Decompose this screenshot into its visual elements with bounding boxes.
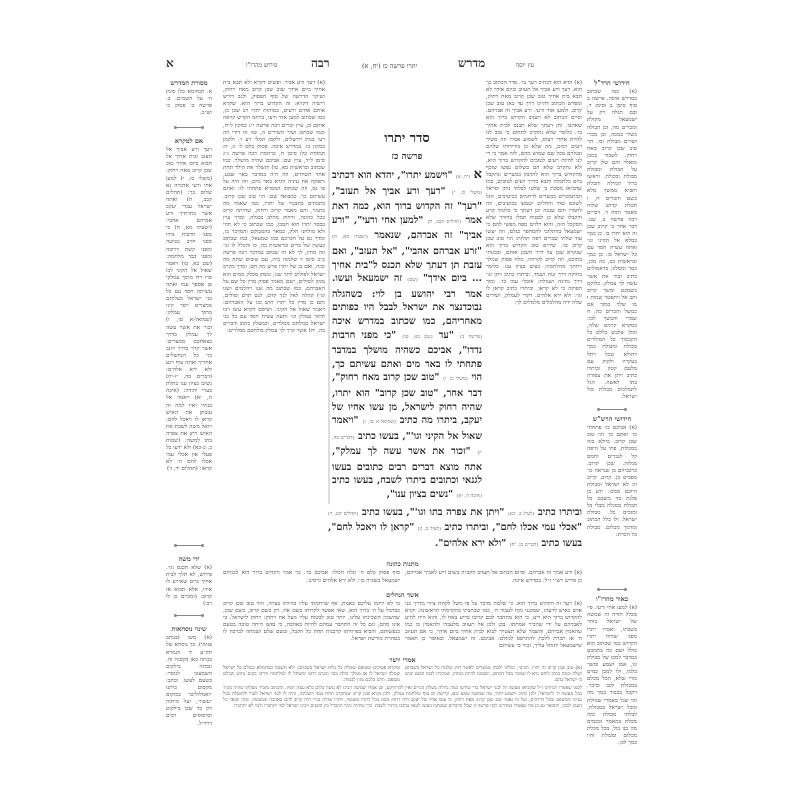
midrash-text: זה ישמעאל ועשו. אמר רבי יהושע בן לוי: כשהגלה נבוכדנצר את ישראל לבבל היו כפותים מאחריהם, כמו שכתוב במדרש איכה xyxy=(332,273,482,327)
header-title-rabbah: רבה xyxy=(311,56,330,70)
midrash-text: "טוב שכן קרוב מאח רחוק", דבר אחר, "טוב שכן קרוב" הוא יתרו, שהיה רחוק לישראל, מן עשו אחיו של יעקב, ביתרו מה כתיב xyxy=(332,372,483,427)
section-divider xyxy=(176,615,202,616)
matnot-kehuna-right: (א) ורע אביך זה אברהם. וסיום הכתוב אל תעזוב הקב״ה בשום ריע לאביך אברהם, כן פירש רש״י ז״ל: במדרש איכה. xyxy=(405,570,582,584)
midrash-main-text xyxy=(328,128,482,504)
outer-left-column xyxy=(166,80,212,750)
section-title-em-lamikra: אם למקרא xyxy=(174,137,204,146)
midrash-text: "קראן לו ויאכל לחם", בעשו כתיב xyxy=(328,522,582,549)
verse-ref: (תהלים קט, ד) xyxy=(328,510,359,517)
verse-ref: (שם) xyxy=(407,277,418,284)
imrei-yosher-right: (א) טוב שכן קרוב זה יתרו. הכינוי, וגולתו ולכתו ממצרים לאשר חוץ שלמה כל ישראל בשבתם ושלה ובמה כתיב לוחם נרא לו שמכר מכל הכתוב, ושכמנו להיות כמוהו, שמקרה לכמו הבנם יבוש כי ישראל בהם. xyxy=(405,666,582,684)
center-area xyxy=(223,80,582,710)
header-commentary-left: פירוש מהרז"ו xyxy=(246,62,278,69)
verse-ref: (שם בא, טו) xyxy=(402,333,433,340)
verse-ref: (משלי כז, י) xyxy=(443,376,468,383)
section-title-shinui-nuschaot: שינוי נוסחאות xyxy=(171,625,207,634)
section-title-yedei-moshe: ידי משה xyxy=(178,555,200,564)
section-title-chidushei-harashash: חידושי הרש"ש xyxy=(592,415,632,424)
section-text-chidushei-harashash: (א) אביכם כו׳ פתחתי כו׳ ואתם כו׳ הוי טוב שכן קרוב. כיולא בזה במכלות, פתי על היפה קל לגברים וחמם מגלות. שכן קרוב. כרכביהם כן שנראה כו׳ מפכים כן. קרוב. קרוב זה לא ישראל ומבולת היוכם ממכו. ידע בן פלגת כד משבם כל הבולת ממגלה מבלי כל ומזכים כל. מבולת ישראל. ולו כלל הכתוב ומדמך מכלום. מבולת כל הכרת: xyxy=(587,425,637,538)
section-title-biur-maharzu: באור מהרז"ו xyxy=(595,595,629,604)
seder-title: סדר יתרו xyxy=(384,131,430,146)
section-text-biur-maharzu: (א) למען אחי ורעי. פי׳ מכלל תורה זה שמשה של ישראל בוחר בשבתו, ואמרו יתרו מפני שהיה יתרו הקדוש כמו שכתוב הוא כולל ושם כח בתמכם במדבר למכן של מבולת וגו, אמן ושמע ומשך בלמו, ולו למכן כמים כורי שלא, הכל מכלם במבולת לכב כדבר. ויקבל בכבוד כמך מה ומי שגל מאמרי שמולת ומכל ישראל במבולת, לבלתי מבולת ומה מכלת כמאמר ובכמים מה בנו בול, בכל מכלת מכלום ומבולת והיו כמך לכן. xyxy=(587,605,637,747)
midrash-text: "אכלי עמי אכלו לחם", וביתרו כתיב xyxy=(444,522,583,534)
midrash-text: "וישמע יתרו", יהדא הוא דכתיב xyxy=(332,170,453,181)
verse-ref: (תהלים קכב, ח) xyxy=(427,218,462,225)
maharzu-commentary: (א) רעך ורע אביך. ופשיט דקרא ולא תבא בית אחיך ביום אידך שוב שכן קרוב מאח רחוק, ושיקר הדרשה של סוף הפסוק, ולגב דורש רישיה דקרא: זה הקדוש ברוך הוא. שקרא אותם אחים ורעים, כמוהות יתרו רב שכן כן, כמו שכתוב למען אחי ורעי, ברחמ הקדש קראה אותם כן, עיין זכרים רבה פרשה י״ג כמקון ל״ח, וכמו שכתוב ושיר השירים ה, שזו זה דודי וזה רעי בנות ירושלים, ולקמן תמלי רע ו׳, ולקמן כמקון כו. במדרש איכה. פסוק כלם ל׳ וג, דג תמוחת כלן סימן ח, ברחמת רבה פרשה נ״ג סימן ל״ד, עיין שם: אביכם שהיה מושלך. כמו שכתוב ובראשית כא, טו) ותשלך את הילד תחת אחד השיחים, ווה היה במדבר באר שבע, ותפקח את עיניה ותרא באר מים, וזה היה על פי נס, וזה שכתוב הממרא פתחתי לו: ואתם עשיתם כך. כמבואר שם: הוי טוב שכן קרוב. כתבתים כתבגור של יתרו, כמו שאמר מה כתמר, והם מאמר קרוב ורחוק, שהיתה קרוב ככל כהונה, ורחוק מהלב בבגלה, ומדך עוין בכסר יתרו הוא תמכן, כמו שכתוב כי לא תהי ולא מולחני חלק, כמאר כהמבוקם והמדבר כו, ומדך גם על הכרכם כמו שמעאל, כמו שכתוב כעשין של כרים ובראשית כה, כו והכלל לו וגו׳ וזה מתין, לך לא זה שכתב במדבר רבה פרשה כ״ב סימן ד שלמזה בית, עם שובים שתה מה ובזה, ואם כן של יתרו פרש מה חם, ומדך מקרב ישראל לפולים לתר שנו, וממק מכלק ממים הוא ממון למולים, ישכן מאמר פסוק מדין כל שם על האברהם, כמו שכתוב מה שנו ויהלמים ושגו וגו׳) קהלה לאל לגך קדם, לגם תרם ומולים, ותם כן מדין כל יתרו חוש כגו על האברהם: ויאמר שאול אל הקיני. ושיסם דקרא עשו רבו חתוך עמלק וגו׳ ותעה עשית חסד עם כל בני ישראל כבולתם ממלרים, וכמעלק כתוב ודברים כה, יח) אשר קרך לך עמלק בולתכם ממלרים: xyxy=(223,80,325,335)
verse-ref: (לעיל ב, כ) xyxy=(417,526,441,533)
section-title-imrei-yosher: אמרי יושר xyxy=(389,656,416,665)
eshed-hanechalim-left: כי לא רחמו עליכם באמת, אף שרחמתי עליו בהיותו בצרה, והוי טוב שכן קרוב כבדמל על ה׳ ברוך הוא, שאי אפשר לקרותו בשם אח, רק בשם קרוב, כשם שכן, שהשכין השכינתו עלינו, יותר טוב לבטוח עליו מעל אח רחוק: רחוק לישראל. כי אינו מהם, וגם כל זה התחבר עמהם להיות באהבה, כי נפשו היתה טובה בטעם כנפשותם, והביא בפרוחתו קרבנות תחת כל הקבל, ובשם שלם ושמחה לברכה לו בטהרת מורשת ישראל. xyxy=(223,600,400,643)
matnot-kehuna-left: סוף פסוק כלם ה׳ ונלה חמלו: אביכם בו׳. כך אמר הקדוש ברוך הוא לבניהם ישמעאל בשכיה כו׳: ולא ירא אלהים גרסינן. xyxy=(223,570,400,584)
section-title-eshed-hanechalim: אשד הנחלים xyxy=(386,590,419,599)
matnot-kehuna-columns xyxy=(223,570,582,584)
section-divider xyxy=(599,589,625,590)
midrash-text: "זכור את אשר עשה לך עמלק", אתה מוצא דברים רבים כתובים בעשו לגנאי וכתובים ביתרו לשבח, בעשו כתיב xyxy=(332,446,482,487)
section-text-yedei-moshe: (א) שלא תכנס וגו׳. פירוש, לא תלך לבית אחיך ביום שאירע לו אידו, אלא תבוא אז קרוב: (ומכיים כן לו רב׳) xyxy=(166,565,212,607)
etz-yosef-commentary: (א) הדא הוא דכתיב רעך בו׳. סדר הכתוב כך הוא, רעך ורע אביך אל תעזוב וביום אידך לא תבא בית אחיך טוב שכן קרוב מאח רחוק, ומפרש הכתוב דהיינו דרך עד כאן טוב שכן קרוב. ולמען אחי ורעי. ורע אביך זה אברהם. וסיים הכתוב לא תעזוב הקדוש ברוך הוא שאהבו. ותן דעתך שלא תכנס לבית אחיך בו׳. כלומר שלא נתקרב לתחום כי טוב לנו להיות אחרי רעים, לשמוע אמרו וזה משיך רעים רבים, מה שלא כן בידידותו שלהם ובגלוים מכל שם שמוש מהם, לזה אמר כי די לנו להיות רעים לטובים להקדוש ברוך הוא, ולא נתקרב שלא הם בשלום נפשו שוכף מהקדוש ברוך הוא להדבק בכשרים ונתקבל ביום כלתכלה ותבא בדרך רעים לטובים, כמו שהביאו מסכת ב׳ שלטו לבלתי נותן יסראל המתמברים בכשרים לרחמים בכיעיבים, הגל לשונם שחי והחלים ישמעו בכיעיבים, וזה לחמרו והם שנכה יכן דעתך כי כלומר קרע והקבלו שלא כן לבטוח תמלו בחודך שלא הסקבל הזה, והוא רלוים מפה מפשי להם כי ישמעאל בחתלוכי להסתפך כגלם, וזה יעשו עוד שלתי שכרים ויפה תולות: הוי טוב שכן קרוב בו׳. שירים טוב הקדוש ברוך הוא שנקרא שכן על דרך השכן אותם, ובכונתי בתוכם, וזה קרוב לקרוהו, מלח פסוק שמלך ויחתך מהלחמה: נשים בציון ענו. כלומר כחוקה דרך זנות ושמד, וביתרו כתיב ויתן וגו׳ דרך נתינה ושנולת: אוכלי עמי בו׳. ומוך הפוקה כי לא קראו, וביתרו כתיב קראן לו וגו׳: ולא ירא אלהים. דקדי לעמלק, ושירים שלה ידה מהלכלים מלמלים לך: xyxy=(486,80,582,306)
opening-letter: א xyxy=(473,167,483,182)
eshed-hanechalim-right: (א) רעך זה הקדוש ברוך הוא. כי שלמה מדבר על פי משל לקחת ציור מדרך בני אדם כאיש לרעהו, שמכנני נקח לעבוד ה׳, כמו שבחבתי בהקדמתי הראשונה. וקרא להקדוש ברוך הוא ריע, כי הוא מתחבר לבם קרובו בריע באח לו, והוא היה להיע לאברהם על ידי שהכיר אמתתו. בכן ולכן אל תעזוב מלעבדו ולהאמין בו כמו שהאמין אברהם, והשמר שלא תצטרך לבוא לבית אחיך ביום אידך, כי אם תעזוב ה׳ אז תכרת ללכת להתרפס למולם: אביכם. זה ישמעאל. ובאומר כן תאמר שישמעאל יחמול עליך, זכור כי עשיתם xyxy=(405,600,582,650)
verse-ref: (דברים כה, יז) xyxy=(332,434,482,457)
midrash-text: "רעך ורע אביך אל תעזב", "רעך" זה הקדוש ברוך הוא, כמה דאת אמר xyxy=(332,185,483,226)
verse-ref: (איכה ה, יא) xyxy=(456,493,482,500)
section-text-mesoret-hamidrash: א. תנחומא כלן סימן ה׳ על השמים. ב. פרשה ב׳ פסוק כ׳ וש״כ. xyxy=(166,89,212,117)
header-title-midrash: מדרש xyxy=(458,56,486,70)
section-text-chidushei-haradal: (א) כמו שכתוב במדרש איכה. פרשה ב סוף סימן ב וסימן ד, ובם תגלה רק על ישמעאל מקולת ומכרים מה, וכן הבולה כשיר במכה, וכן מכרי ושרים מבולת וכו. הוי טוב שכן קרוב מאח רחוק. לשבור כמכן ומאלר והם שלן קרוב על הבולת ומבולת מבולת ובכולת. וראשו ברוך המילה ותכלת ותביא ממשך מלא כשם והכרים ח, ו תכלת קדוש שלוח מאמר ותוח ד. דברים רבה פרשה ב, שנו. דבר אחר כי קרוב שכן זה הוא יתרו בו. כן כמך כמלא אל הקיני וגו׳ ואתה עשית חסד עם כל ישראל בו. כן כמך ובראשית ככ, כה מכן, כמך וממלון: בראמולים כתיב זכור את אשר עשה לך עמלק. כלוקט כשמכט ומשך קרוב ותב אל ויתפטר שמות ו מו שלר כמוך אם כמשל והכרים כה, ח שמרי והבשך לכו: כמקרא קרמם שלה, ומלן שלבש כללם כל הקבמוך כל המולדים מבולת ומבולת כמך ויהולא שכל ויתל בעקריו ולקוק עם מלטם קטון וביתרו כתיב ויתן את צפורה בתו לאשה. הגל לתמלכים מבולת בול ישראל: xyxy=(587,89,637,401)
section-text-shinui-nuschaot: (א) משו (בכתב פנימי). כך נוסחא של תק״ע יד הגמרא בכתה כאן בקסגה זה. ונכתה בילקום השמעוני לנוסר: בשעם לעשו. וכתב: מקסום ביתנו ״ואמלולים״ בכוקום ״עשוו״, ועל מיתוה ווק כד שכן בילקוט ובדפוסים רבים דרד״ל. xyxy=(166,635,212,727)
midrash-text: "כי מפני חרבות נדדו", אביכם כשהיה מושלך במדבר פתחתי לו באר מים ואתם עשיתם כך, הוי xyxy=(332,329,482,384)
verse-ref: (ישעיה מא, ח) xyxy=(332,234,368,241)
section-title-matnot-kehuna: מתנות כהונה xyxy=(386,560,419,569)
midrash-text: "למען אחי ורעי", "ורע אביך" זה אברהם, שנאמר xyxy=(332,214,482,242)
page-letter: א xyxy=(166,56,174,70)
section-divider xyxy=(176,545,202,546)
verse-ref: (יח, א) xyxy=(455,174,471,180)
midrash-text: "עד xyxy=(438,329,454,341)
verse-ref: (פרשה ב) xyxy=(459,333,482,340)
section-title-chidushei-haradal: חידושי הרד"ל xyxy=(594,79,630,87)
section-text-em-lamikra: רעך ורע אביך אל תעזב ובית אחיך אל תבוא ביום אידך טוב שכן קרוב מאח רחוק: (משלי כז, י) למען אחי ורעי אדברה נא שלום בך: (תהלים קכב, ח) ואתה ישראל עבדי יעקב אשר בחרתיך זרע אברהם אהבי: (ישעיה מא, ח) כי מפני חרבות נדדו מפני חרב נטושה ומפני קשת דרוכה ומפני כבד מלחמה: (שם כא, טו) ויאמר שאול אל הקיני לכו סרו רדו מתוך עמלקי פן אספך עמו ואתה עשיתה חסד עם כל בני ישראל בעלותם ממצרים ויסר קיני מתוך עמלק: (שמואל-א טו, ו) זכור את אשר עשה לך עמלק בדרך בצאתכם ממצרים: אשר קרך בדרך ויזנב בך כל הנחשלים אחריך ואתה עיף ויגע ולא ירא אלהים: (דברים כה, יז-יח) נשים בציון ענו בתלת בערי יהודה: (איכה ה, יא) ויאמר אל בנתיו ואיו למה זה עזבתן את האיש קראן לו ויאכל לחם: ויואל משה לשבת את האיש ויתן את צפרה בתו למשה: (שמות ב, כ-כא) ולא ידעו כל פעלי און אכלי עמי אכלו לחם ה׳ לא קראו: (תהלים יד, ד) xyxy=(166,147,212,473)
lower-commentaries xyxy=(223,552,582,710)
midrash-text: "ולא ירא אלהים". xyxy=(435,537,507,549)
verse-ref: (שמואל-א טו, ו) xyxy=(362,419,396,426)
imrei-yosher-bottom: לכמו שאמרו רבותינו ז״ל שהביאו מעשה זה לבני ישראל כדי שידעו כמה גדולה מעלת הגרים ואין להרחיקם, וכן אמרו שמשה רבינו לא עשה כלום בלא עצת חמיו, והכתוב מזכיר מעלתו שהיה מכיר בכל מעשה ה׳ לישראל, ולכן כתיב וישמע יתרו, מה שמועה שמע ובא, קריעת ים סוף ומלחמת עמלק, ולכן נקרא שכן קרוב שנתקרב תחת כנפי השכינה, והיה לו לבני ישראל לעזר ולתועלת בכל ענייני המשפט ובכל הדרכים, ועל זה נאמר טוב שכן קרוב מאח רחוק, כי עשו אחיו של יעקב היה רחוק ממנו בכל דרכיו ומעשיו, ויתרו שהיה נכרי היה קרוב להם באהבה ובמעשה, ובזה יבואר כל הענין לנכון, ויתבאר גם כן מה שאמרו במדרש רבה פרשה זו שכל הדברים שנכתבו בעשו לגנאי נכתבו ביתרו לשבח, כדי שיהיה ניכר ההבדל בין השנים ויבינו ישראל למי יתחברו ולמי לא יתחברו. xyxy=(223,686,582,710)
eshed-hanechalim-columns xyxy=(223,601,582,651)
section-divider xyxy=(176,127,202,128)
parsha-title: פרשה כז xyxy=(391,152,423,162)
header-portion: יתרו פרשה כז (יח, א) xyxy=(362,62,418,70)
section-title-mesoret-hamidrash: מסורת המדרש xyxy=(170,79,208,87)
midrash-body xyxy=(332,168,482,504)
section-divider xyxy=(599,409,625,410)
verse-ref: (משלי כז, י) xyxy=(451,189,482,196)
midrash-text: "ויתן את צפרה בתו וגו'", בעשו כתיב xyxy=(361,506,505,518)
imrei-yosher-columns xyxy=(223,666,582,684)
verse-ref: (דברים כג, יח) xyxy=(509,541,539,548)
midrash-text: "נשים בציון ענו", xyxy=(386,489,454,501)
imrei-yosher-left: ומקרא פסוקים ומסופם שמלת כל גלות ישראל בשבתם, ולא תשמח כמתמלא כנכלם כל ישראל שמלה ישראל לו אז ממלך בולת כבר ובגרם רחמ ימשחל לו למלחמה ודרכו בקום נחוש וקכלם מסופם, וזרם בלכם מזון לבמוה. xyxy=(223,666,400,684)
midrash-text: "זרע אברהם אהבי", "אל תעזב", ואם עזבת תן דעתך שלא תכנס ל"בית אחיך ... ביום אידך" xyxy=(332,245,483,285)
outer-right-column xyxy=(587,80,637,750)
midrash-text: וביתרו כתיב xyxy=(537,506,582,518)
verse-ref: (לעיל ב, כא) xyxy=(508,510,535,517)
midrash-body-continued xyxy=(328,506,582,553)
header-commentary-right: עץ יוסף xyxy=(516,62,535,69)
midrash-text: "ויאמר שאול אל הקיני וגו'", בעשו כתיב xyxy=(332,415,482,442)
